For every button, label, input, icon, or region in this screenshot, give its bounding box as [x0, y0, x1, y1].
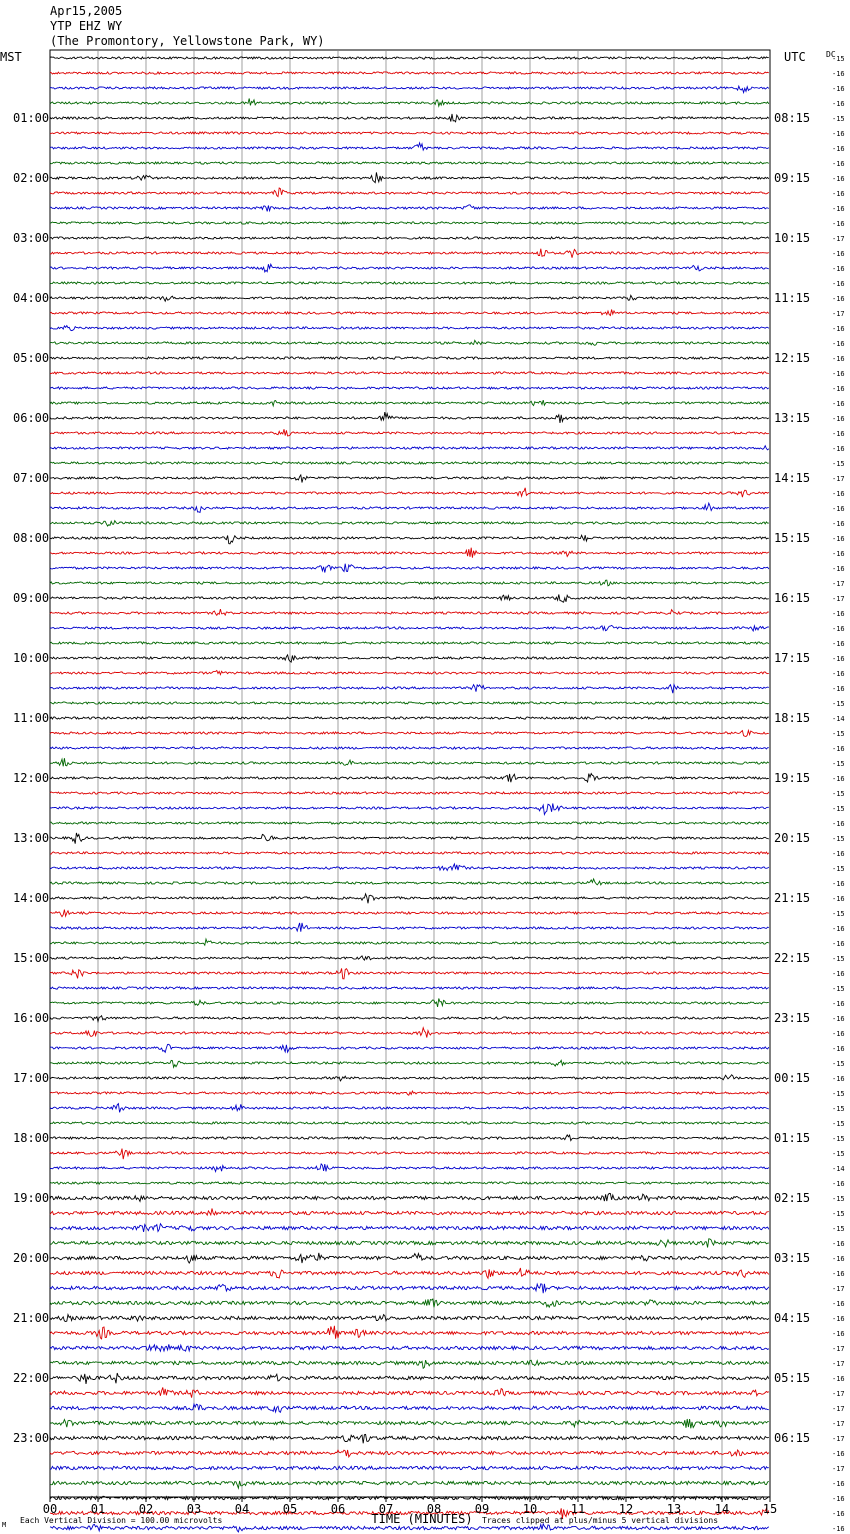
utc-hour-label: 05:15: [774, 1371, 811, 1385]
trace-89: [50, 1373, 769, 1384]
dc-offset-label: -16: [832, 85, 845, 93]
dc-offset-label: -16: [832, 415, 845, 423]
dc-offset-label: -16: [832, 445, 845, 453]
mst-hour-label: 03:00: [13, 231, 50, 245]
trace-30: [50, 488, 769, 497]
dc-offset-label: -16: [832, 100, 845, 108]
trace-50: [50, 792, 769, 794]
x-axis-title: TIME (MINUTES): [371, 1512, 473, 1526]
dc-offset-label: -17: [832, 310, 845, 318]
trace-95: [50, 1466, 769, 1469]
trace-29: [50, 475, 769, 483]
mst-hour-label: 04:00: [13, 291, 50, 305]
dc-offset-label: -16: [832, 340, 845, 348]
mst-hour-label: 13:00: [13, 831, 50, 845]
dc-offset-label: -16: [832, 1000, 845, 1008]
dc-offset-label: -17: [832, 1405, 845, 1413]
trace-58: [50, 910, 769, 917]
dc-offset-label: -16: [832, 610, 845, 618]
trace-79: [50, 1224, 769, 1232]
trace-28: [50, 462, 769, 464]
dc-offset-label: -16: [832, 1450, 845, 1458]
trace-86: [50, 1326, 769, 1339]
trace-60: [50, 939, 769, 945]
dc-offset-label: -16: [832, 400, 845, 408]
mst-hour-label: 19:00: [13, 1191, 50, 1205]
dc-offset-label: -16: [832, 1270, 845, 1278]
x-tick-label: 07: [378, 1502, 394, 1516]
dc-offset-label: -15: [832, 1150, 845, 1158]
trace-12: [50, 222, 769, 224]
utc-hour-label: 17:15: [774, 651, 811, 665]
utc-hour-label: 13:15: [774, 411, 811, 425]
dc-offset-label: -16: [832, 670, 845, 678]
trace-47: [50, 747, 769, 749]
mst-hour-label: 16:00: [13, 1011, 50, 1025]
trace-23: [50, 387, 769, 389]
utc-axis-title: UTC: [784, 50, 806, 64]
trace-11: [50, 205, 769, 212]
dc-offset-label: -16: [832, 220, 845, 228]
dc-offset-label: -15: [832, 1210, 845, 1218]
dc-offset-label: -16: [832, 625, 845, 633]
trace-9: [50, 172, 769, 182]
trace-87: [50, 1344, 769, 1351]
dc-offset-label: -17: [832, 1345, 845, 1353]
x-tick-label: 11: [570, 1502, 586, 1516]
dc-offset-label: -15: [832, 865, 845, 873]
mst-hour-label: 15:00: [13, 951, 50, 965]
utc-hour-label: 20:15: [774, 831, 811, 845]
x-tick-label: 09: [474, 1502, 490, 1516]
trace-74: [50, 1149, 769, 1160]
trace-54: [50, 852, 769, 854]
trace-66: [50, 1028, 769, 1038]
trace-68: [50, 1060, 769, 1067]
trace-31: [50, 503, 769, 512]
trace-8: [50, 162, 769, 164]
trace-17: [50, 295, 769, 301]
trace-96: [50, 1481, 769, 1488]
utc-hour-label: 11:15: [774, 291, 811, 305]
dc-offset-label: -15: [832, 760, 845, 768]
dc-offset-label: -16: [832, 190, 845, 198]
dc-offset-label: -15: [832, 700, 845, 708]
dc-offset-label: -17: [832, 1435, 845, 1443]
trace-15: [50, 264, 769, 272]
trace-38: [50, 609, 769, 615]
x-tick-label: 04: [234, 1502, 250, 1516]
x-tick-label: 10: [522, 1502, 538, 1516]
trace-76: [50, 1182, 769, 1184]
dc-offset-label: -16: [832, 775, 845, 783]
trace-48: [50, 758, 769, 766]
dc-offset-label: -15: [832, 730, 845, 738]
dc-offset-label: -16: [832, 1375, 845, 1383]
trace-33: [50, 535, 769, 544]
trace-94: [50, 1450, 769, 1457]
dc-label: DC: [826, 50, 836, 59]
trace-43: [50, 685, 769, 694]
dc-offset-label: -16: [832, 925, 845, 933]
mst-hour-label: 07:00: [13, 471, 50, 485]
trace-55: [50, 864, 769, 871]
mst-hour-label: 12:00: [13, 771, 50, 785]
dc-offset-label: -15: [832, 460, 845, 468]
trace-20: [50, 340, 769, 345]
trace-78: [50, 1209, 769, 1216]
utc-hour-label: 22:15: [774, 951, 811, 965]
trace-37: [50, 595, 769, 603]
trace-42: [50, 671, 769, 675]
trace-59: [50, 923, 769, 932]
dc-offset-label: -16: [832, 250, 845, 258]
trace-45: [50, 717, 769, 719]
trace-1: [50, 57, 769, 59]
dc-offset-label: -16: [832, 265, 845, 273]
dc-offset-label: -16: [832, 970, 845, 978]
utc-hour-label: 16:15: [774, 591, 811, 605]
dc-offset-label: -16: [832, 145, 845, 153]
trace-51: [50, 803, 769, 814]
x-tick-label: 14: [714, 1502, 730, 1516]
trace-21: [50, 357, 769, 359]
mst-hour-label: 22:00: [13, 1371, 50, 1385]
trace-34: [50, 548, 769, 558]
x-tick-label: 06: [330, 1502, 346, 1516]
dc-offset-label: -16: [832, 1510, 845, 1518]
trace-4: [50, 99, 769, 107]
trace-35: [50, 564, 769, 573]
trace-73: [50, 1135, 769, 1141]
dc-offset-label: -16: [832, 1525, 845, 1533]
trace-72: [50, 1122, 769, 1124]
dc-offset-label: -15: [832, 910, 845, 918]
trace-83: [50, 1284, 769, 1293]
dc-offset-label: -15: [832, 1090, 845, 1098]
trace-39: [50, 625, 769, 631]
utc-hour-label: 21:15: [774, 891, 811, 905]
dc-offset-label: -15: [832, 55, 845, 63]
mst-hour-label: 21:00: [13, 1311, 50, 1325]
trace-81: [50, 1253, 769, 1263]
dc-offset-label: -17: [832, 595, 845, 603]
dc-offset-label: -17: [832, 235, 845, 243]
date-label: Apr15,2005: [50, 4, 123, 18]
dc-offset-label: -16: [832, 205, 845, 213]
trace-25: [50, 412, 769, 423]
dc-offset-label: -16: [832, 1015, 845, 1023]
trace-10: [50, 188, 769, 197]
trace-62: [50, 968, 769, 979]
trace-26: [50, 429, 769, 436]
trace-44: [50, 702, 769, 704]
mst-hour-label: 02:00: [13, 171, 50, 185]
dc-offset-label: -14: [832, 715, 845, 723]
trace-64: [50, 999, 769, 1007]
dc-offset-label: -16: [832, 325, 845, 333]
trace-70: [50, 1091, 769, 1095]
utc-hour-label: 15:15: [774, 531, 811, 545]
dc-offset-label: -16: [832, 655, 845, 663]
trace-63: [50, 987, 769, 989]
trace-46: [50, 731, 769, 737]
dc-offset-label: -17: [832, 1420, 845, 1428]
utc-hour-label: 02:15: [774, 1191, 811, 1205]
mst-hour-label: 01:00: [13, 111, 50, 125]
vertical-division-note: Each Vertical Division = 100.00 microvolts: [20, 1516, 223, 1525]
trace-84: [50, 1299, 769, 1307]
trace-41: [50, 655, 769, 662]
dc-offset-label: -16: [832, 745, 845, 753]
dc-offset-label: -17: [832, 580, 845, 588]
dc-offset-label: -16: [832, 295, 845, 303]
trace-2: [50, 72, 769, 74]
utc-hour-label: 23:15: [774, 1011, 811, 1025]
dc-offset-label: -15: [832, 790, 845, 798]
mst-hour-label: 17:00: [13, 1071, 50, 1085]
utc-hour-label: 04:15: [774, 1311, 811, 1325]
trace-14: [50, 249, 769, 258]
x-tick-label: 01: [90, 1502, 106, 1516]
x-tick-label: 08: [426, 1502, 442, 1516]
dc-offset-label: -17: [832, 475, 845, 483]
dc-offset-label: -16: [832, 685, 845, 693]
dc-offset-label: -16: [832, 1330, 845, 1338]
dc-offset-label: -16: [832, 550, 845, 558]
trace-6: [50, 132, 769, 134]
dc-offset-label: -16: [832, 160, 845, 168]
trace-32: [50, 521, 769, 526]
dc-offset-label: -16: [832, 355, 845, 363]
trace-77: [50, 1193, 769, 1201]
dc-offset-label: -15: [832, 1105, 845, 1113]
dc-offset-label: -16: [832, 535, 845, 543]
trace-16: [50, 282, 769, 284]
labels: [0, 50, 845, 1534]
utc-hour-label: 01:15: [774, 1131, 811, 1145]
dc-offset-label: -16: [832, 175, 845, 183]
dc-offset-label: -15: [832, 115, 845, 123]
trace-57: [50, 894, 769, 904]
trace-85: [50, 1315, 769, 1322]
dc-offset-label: -16: [832, 490, 845, 498]
trace-52: [50, 822, 769, 824]
utc-hour-label: 00:15: [774, 1071, 811, 1085]
mst-hour-label: 08:00: [13, 531, 50, 545]
utc-hour-label: 14:15: [774, 471, 811, 485]
dc-offset-label: -16: [832, 1495, 845, 1503]
utc-hour-label: 06:15: [774, 1431, 811, 1445]
trace-56: [50, 879, 769, 885]
dc-offset-label: -16: [832, 370, 845, 378]
utc-hour-label: 19:15: [774, 771, 811, 785]
dc-offset-label: -16: [832, 880, 845, 888]
x-tick-label: 00: [42, 1502, 58, 1516]
utc-hour-label: 08:15: [774, 111, 811, 125]
dc-offset-label: -16: [832, 385, 845, 393]
dc-offset-label: -15: [832, 1135, 845, 1143]
dc-offset-label: -17: [832, 1465, 845, 1473]
mst-hour-label: 11:00: [13, 711, 50, 725]
x-tick-label: 02: [138, 1502, 154, 1516]
trace-27: [50, 446, 769, 450]
trace-24: [50, 400, 769, 406]
utc-hour-label: 18:15: [774, 711, 811, 725]
trace-82: [50, 1268, 769, 1278]
location-label: (The Promontory, Yellowstone Park, WY): [50, 34, 325, 48]
mst-hour-label: 05:00: [13, 351, 50, 365]
mst-hour-label: 20:00: [13, 1251, 50, 1265]
trace-7: [50, 143, 769, 150]
trace-91: [50, 1404, 769, 1412]
mst-hour-label: 06:00: [13, 411, 50, 425]
trace-36: [50, 580, 769, 586]
dc-offset-label: -16: [832, 130, 845, 138]
dc-offset-label: -16: [832, 1030, 845, 1038]
dc-offset-label: -16: [832, 505, 845, 513]
dc-offset-label: -16: [832, 1045, 845, 1053]
x-tick-label: 05: [282, 1502, 298, 1516]
trace-13: [50, 237, 769, 239]
dc-offset-label: -16: [832, 640, 845, 648]
dc-offset-label: -15: [832, 835, 845, 843]
dc-offset-label: -16: [832, 1300, 845, 1308]
mst-hour-label: 18:00: [13, 1131, 50, 1145]
utc-hour-label: 03:15: [774, 1251, 811, 1265]
dc-offset-label: -16: [832, 565, 845, 573]
dc-offset-label: -14: [832, 1165, 845, 1173]
dc-offset-label: -16: [832, 1180, 845, 1188]
dc-offset-label: -17: [832, 1285, 845, 1293]
trace-22: [50, 372, 769, 374]
dc-offset-label: -16: [832, 1255, 845, 1263]
dc-offset-label: -16: [832, 820, 845, 828]
utc-hour-label: 10:15: [774, 231, 811, 245]
trace-93: [50, 1434, 769, 1443]
trace-49: [50, 774, 769, 783]
dc-offset-label: -15: [832, 985, 845, 993]
plot-frame: [50, 50, 770, 1497]
dc-offset-label: -15: [832, 1225, 845, 1233]
mst-hour-label: 09:00: [13, 591, 50, 605]
dc-offset-label: -15: [832, 1195, 845, 1203]
trace-18: [50, 310, 769, 316]
x-tick-label: 15: [762, 1502, 778, 1516]
dc-offset-label: -15: [832, 805, 845, 813]
dc-offset-label: -16: [832, 895, 845, 903]
dc-offset-label: -16: [832, 940, 845, 948]
dc-offset-label: -16: [832, 280, 845, 288]
utc-hour-label: 09:15: [774, 171, 811, 185]
trace-80: [50, 1239, 769, 1248]
corner-mark: M: [2, 1521, 7, 1529]
dc-offset-label: -16: [832, 1480, 845, 1488]
dc-offset-label: -16: [832, 850, 845, 858]
dc-offset-label: -15: [832, 1120, 845, 1128]
trace-40: [50, 642, 769, 644]
mst-axis-title: MST: [0, 50, 22, 64]
trace-3: [50, 86, 769, 92]
trace-53: [50, 833, 769, 844]
dc-offset-label: -16: [832, 520, 845, 528]
mst-hour-label: 14:00: [13, 891, 50, 905]
dc-offset-label: -15: [832, 955, 845, 963]
trace-71: [50, 1104, 769, 1113]
trace-69: [50, 1075, 769, 1081]
dc-offset-label: -16: [832, 70, 845, 78]
trace-5: [50, 114, 769, 122]
dc-offset-label: -17: [832, 1360, 845, 1368]
x-tick-label: 12: [618, 1502, 634, 1516]
trace-19: [50, 326, 769, 331]
trace-65: [50, 1016, 769, 1022]
trace-90: [50, 1387, 769, 1397]
x-tick-label: 03: [186, 1502, 202, 1516]
trace-61: [50, 956, 769, 960]
dc-offset-label: -16: [832, 1240, 845, 1248]
station-label: YTP EHZ WY: [50, 19, 123, 33]
clipping-note: Traces clipped at plus/minus 5 vertical divisions: [482, 1516, 719, 1525]
trace-92: [50, 1419, 769, 1428]
dc-offset-label: -16: [832, 430, 845, 438]
mst-hour-label: 10:00: [13, 651, 50, 665]
trace-67: [50, 1044, 769, 1052]
dc-offset-label: -16: [832, 1075, 845, 1083]
x-tick-label: 13: [666, 1502, 682, 1516]
trace-88: [50, 1360, 769, 1368]
dc-offset-label: -17: [832, 1390, 845, 1398]
dc-offset-label: -16: [832, 1315, 845, 1323]
traces: [50, 57, 769, 1534]
mst-hour-label: 23:00: [13, 1431, 50, 1445]
utc-hour-label: 12:15: [774, 351, 811, 365]
trace-75: [50, 1164, 769, 1172]
dc-offset-label: -15: [832, 1060, 845, 1068]
